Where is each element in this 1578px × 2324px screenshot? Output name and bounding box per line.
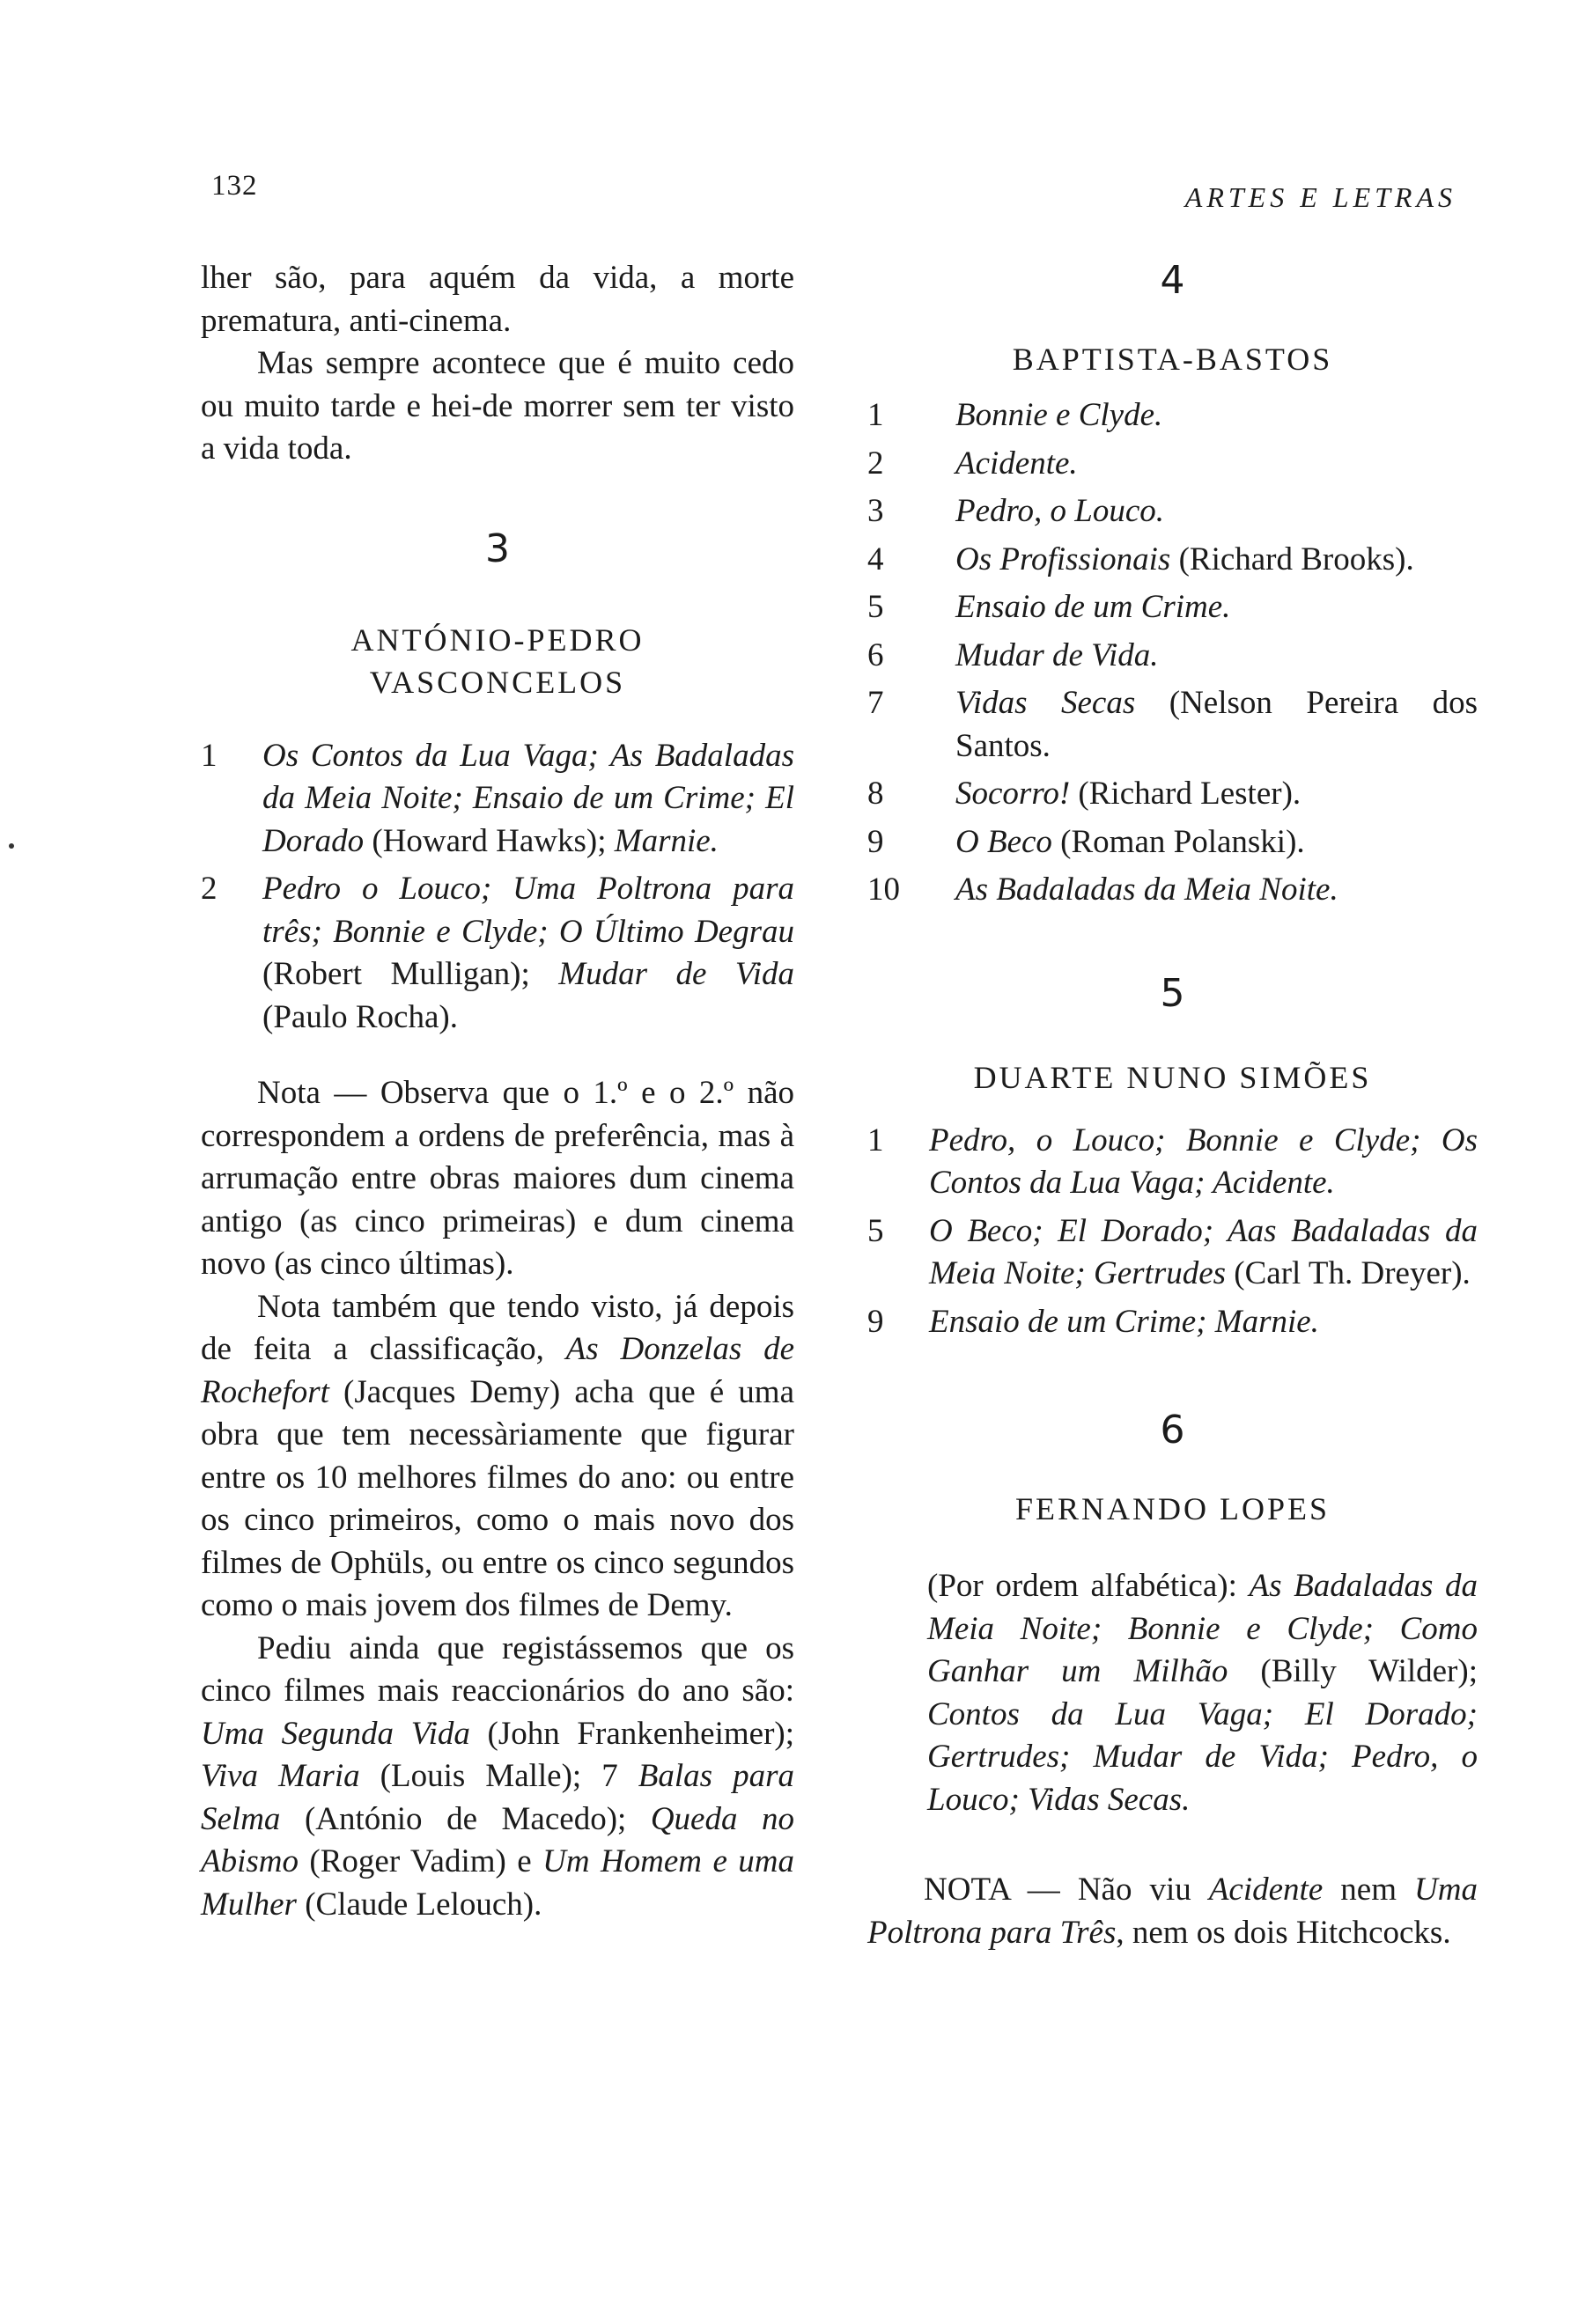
item-number: 9 — [867, 823, 884, 860]
note-paragraph — [201, 1286, 794, 1628]
item-number: 6 — [867, 636, 884, 673]
italic-title: Acidente. — [955, 445, 1078, 482]
section-number: 5 — [1160, 970, 1185, 1016]
list-item — [867, 394, 1478, 438]
text-run: (Richard Brooks). — [1170, 541, 1414, 577]
text-run: (Robert Mulligan); — [262, 956, 559, 992]
list-item — [867, 1120, 1478, 1205]
list-item — [867, 443, 1478, 486]
left-column — [201, 257, 794, 1926]
italic-title: Ensaio de um Crime; Marnie. — [929, 1303, 1319, 1340]
italic-title: Pedro o Louco; Uma Poltrona para três; Bonnie e Clyde; O Último Degrau — [262, 871, 794, 950]
list-item — [201, 868, 794, 1039]
section-name: FERNANDO LOPES — [1014, 1491, 1331, 1526]
stray-mark — [9, 843, 14, 849]
list-item — [867, 869, 1478, 912]
item-number: 8 — [867, 776, 884, 812]
notes — [201, 1072, 794, 1926]
italic-title: Balas para Selma — [201, 1758, 794, 1837]
italic-title: Os Contos da Lua Vaga; As Badaladas da Meia Noite; Ensaio de um Crime; El Dorado — [262, 737, 794, 859]
section-text — [867, 1565, 1478, 1821]
item-number: 1 — [867, 1122, 884, 1158]
ranking-list — [201, 735, 794, 1040]
list-item — [867, 682, 1478, 768]
text-run: (Nelson Pereira dos Santos. — [955, 685, 1478, 764]
text-run: nem — [1323, 1872, 1415, 1908]
italic-title: Uma Segunda Vida — [201, 1715, 470, 1752]
item-number: 4 — [867, 541, 884, 577]
text-run: NOTA — Não viu — [924, 1872, 1209, 1908]
item-number: 2 — [201, 871, 218, 907]
section-note — [867, 1869, 1478, 1954]
text-run: (Paulo Rocha). — [262, 998, 458, 1035]
ranking-list — [867, 1120, 1478, 1344]
list-item — [867, 539, 1478, 582]
note-paragraph — [201, 1072, 794, 1286]
italic-title: O Beco; El Dorado; Aas Badaladas da Meia Noite; Gertrudes — [929, 1212, 1478, 1291]
italic-title: Marnie. — [614, 822, 719, 859]
text-run: Nota — Observa que o 1.º e o 2.º não correspondem a ordens de preferência, mas à arrumação entre obras maiores dum cinema antigo (as cinco primeiras) e dum cinema novo (as cinco últimas). — [201, 1075, 794, 1282]
text-run: (Por ordem alfabética): — [927, 1568, 1250, 1604]
section-number: 6 — [1160, 1408, 1185, 1452]
intro-paragraph: lher são, para aquém da vida, a morte prematura, anti-cinema. — [201, 260, 794, 339]
page-number: 132 — [211, 170, 258, 202]
text-run: (Billy Wilder); — [1228, 1653, 1478, 1689]
text-run: (Jacques Demy) acha que é uma obra que tem necessàriamente que figurar entre os 10 melhores filmes do ano: ou entre os cinco primeiros, como o mais novo dos filmes de Ophüls, ou entre os cinco segundos como o mais jovem dos filmes de Demy. — [201, 1373, 794, 1623]
italic-title: Mudar de Vida — [558, 956, 794, 992]
section-name: DUARTE NUNO SIMÕES — [973, 1059, 1372, 1095]
list-item — [867, 821, 1478, 864]
italic-title: Contos da Lua Vaga; El Dorado; Gertrudes; Mudar de Vida; Pedro, o Louco; Vidas Secas. — [927, 1695, 1478, 1818]
text-run: (Roger Vadim) e — [299, 1843, 543, 1879]
item-number: 9 — [867, 1303, 884, 1340]
item-number: 7 — [867, 685, 884, 721]
item-number: 2 — [867, 445, 884, 482]
text-run: (Claude Lelouch). — [296, 1886, 542, 1923]
italic-title: Uma Poltrona para Três — [867, 1872, 1478, 1951]
italic-title: Pedro, o Louco. — [955, 493, 1165, 529]
text-run: (Richard Lester). — [1070, 776, 1301, 812]
running-title: ARTES E LETRAS — [1184, 181, 1456, 213]
item-number: 1 — [867, 397, 884, 433]
list-item — [867, 1301, 1478, 1344]
italic-title: Vidas Secas — [955, 685, 1136, 721]
section-name: BAPTISTA-BASTOS — [1012, 342, 1333, 377]
text-run: (Carl Th. Dreyer). — [1226, 1255, 1471, 1291]
item-number: 5 — [867, 1212, 884, 1249]
text-run: (Roman Polanski). — [1051, 823, 1305, 860]
item-number: 3 — [867, 493, 884, 529]
italic-title: Bonnie e Clyde. — [955, 397, 1163, 433]
text-run: Pediu ainda que registássemos que os cinco filmes mais reaccionários do ano são: — [201, 1629, 794, 1709]
list-item — [867, 773, 1478, 816]
text-run: (John Frankenheimer); — [469, 1715, 795, 1752]
italic-title: Acidente — [1208, 1872, 1324, 1908]
italic-title: Socorro! — [955, 776, 1071, 812]
italic-title: Mudar de Vida. — [955, 636, 1159, 673]
list-item — [867, 1210, 1478, 1296]
section-name: ANTÓNIO-PEDRO VASCONCELOS — [350, 621, 645, 700]
italic-title: Queda no Abismo — [201, 1800, 794, 1879]
list-item — [867, 490, 1478, 533]
list-item — [201, 735, 794, 864]
italic-title: Viva Maria — [201, 1758, 360, 1794]
note-paragraph — [201, 1628, 794, 1927]
italic-title: As Badaladas da Meia Noite. — [955, 872, 1338, 908]
text-run: (Howard Hawks); — [364, 822, 615, 859]
list-item — [867, 586, 1478, 629]
text-run: Nota também que tendo visto, já depois de feita a classificação, — [201, 1288, 794, 1367]
italic-title: O Beco — [955, 823, 1052, 860]
item-number: 5 — [867, 589, 884, 625]
item-number: 10 — [867, 872, 900, 908]
italic-title: Os Profissionais — [955, 541, 1171, 577]
italic-title: Pedro, o Louco; Bonnie e Clyde; Os Contos da Lua Vaga; Acidente. — [929, 1122, 1478, 1201]
text-run: (António de Macedo); — [280, 1800, 651, 1837]
text-run: (Louis Malle); 7 — [359, 1758, 638, 1794]
item-number: 1 — [201, 737, 218, 774]
intro-paragraph: Mas sempre acontece que é muito cedo ou muito tarde e hei-de morrer sem ter visto a vida toda. — [201, 345, 794, 467]
italic-title: As Donzelas de Rochefort — [201, 1331, 794, 1410]
list-item — [867, 635, 1478, 678]
text-run: , nem os dois Hitchcocks. — [1116, 1914, 1451, 1951]
section-number: 3 — [485, 526, 510, 571]
italic-title: Ensaio de um Crime. — [955, 589, 1231, 625]
right-column — [867, 257, 1478, 1954]
italic-title: Um Homem e uma Mulher — [201, 1843, 795, 1923]
italic-title: As Badaladas da Meia Noite; Bonnie e Clyde; Como Ganhar um Milhão — [927, 1568, 1478, 1689]
ranking-list — [867, 394, 1478, 912]
section-number: 4 — [1160, 258, 1185, 303]
